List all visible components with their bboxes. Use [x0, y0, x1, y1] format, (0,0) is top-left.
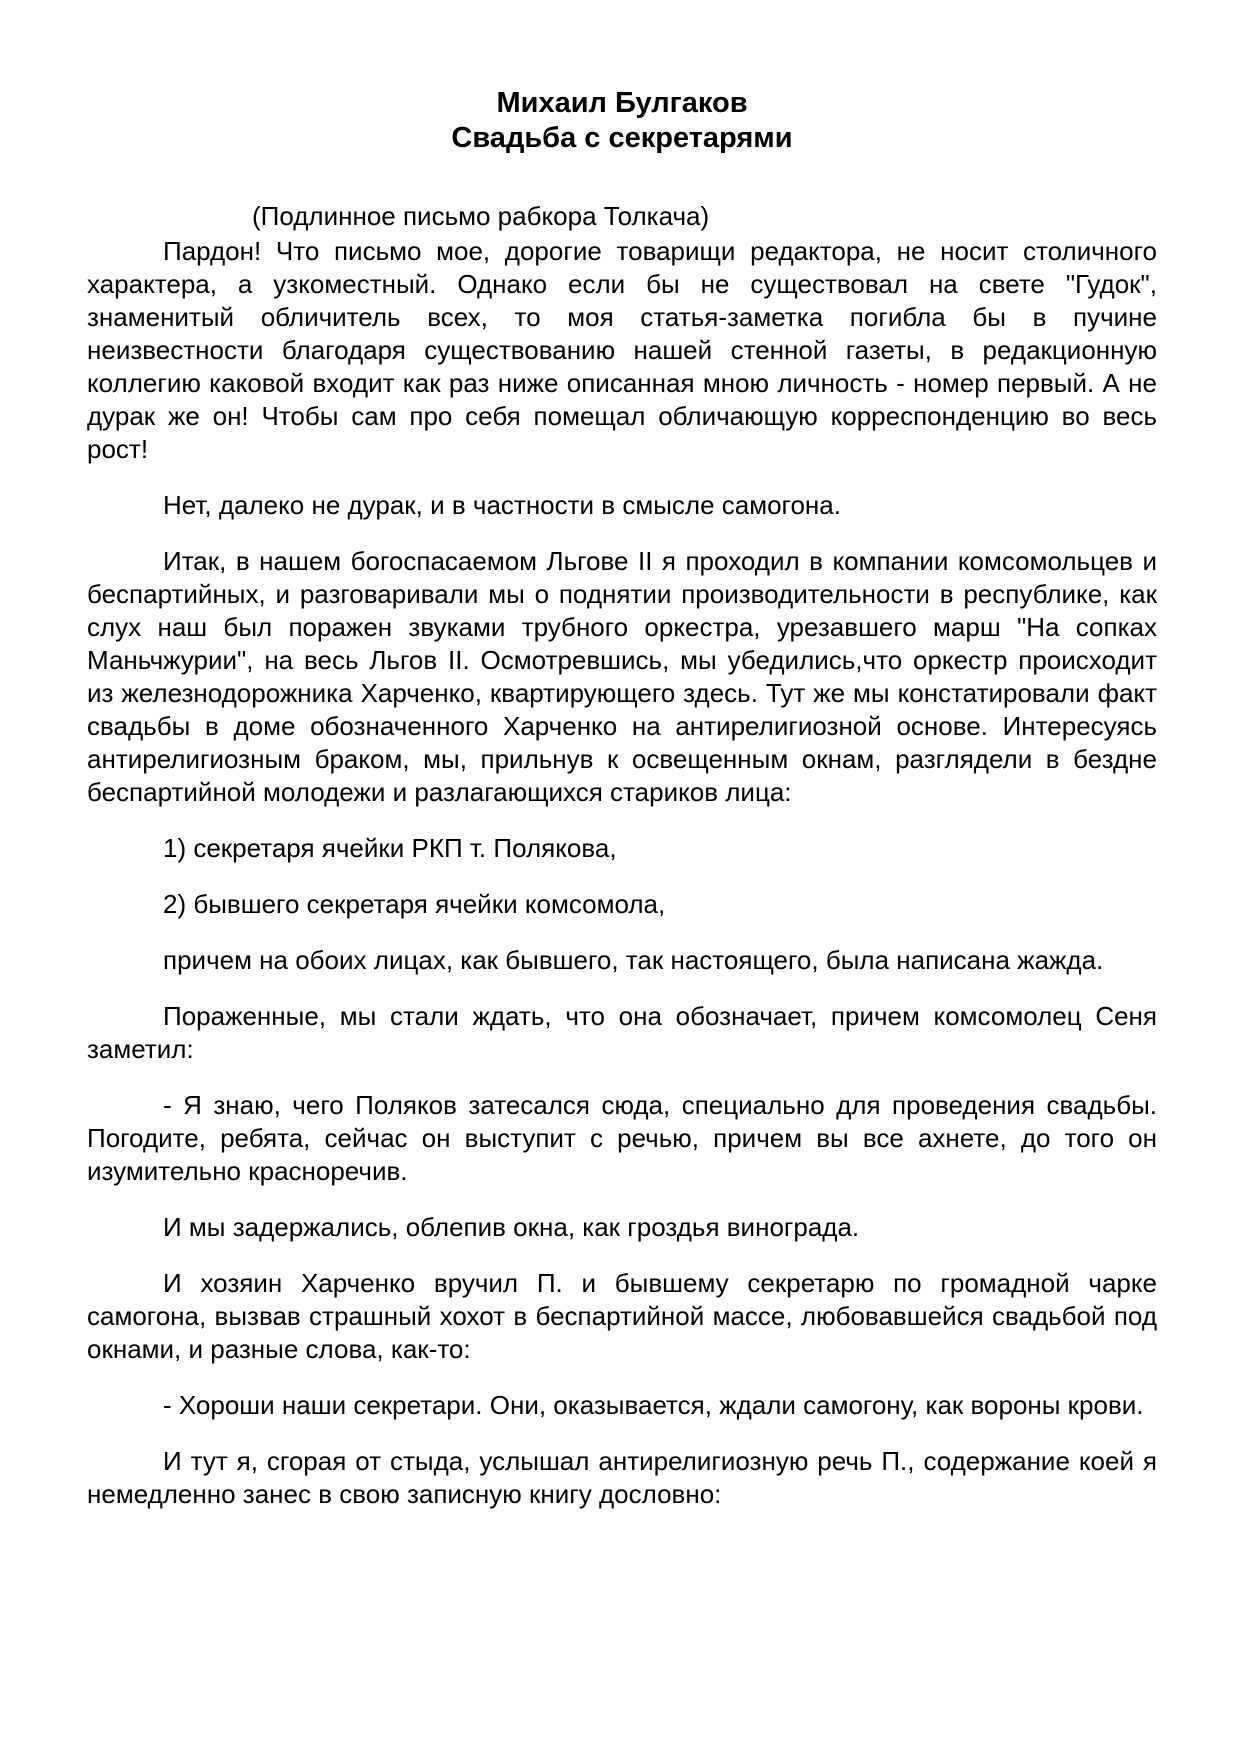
paragraph: причем на обоих лицах, как бывшего, так настоящего, была написана жажда. [163, 945, 1104, 975]
paragraph: Пардон! Что письмо мое, дорогие товарищи редактора, не носит столичного характера, а узкоместный. Однако если бы не существовал на свете "Гудок", знаменитый обличитель всех, то моя статья-заметка погибла бы в пучине неизвестности благодаря существованию нашей стенной газеты, в редакционную коллегию каковой входит как раз ниже описанная мною личность - номер первый. А не дурак же он! Чтобы сам про себя помещал обличающую корреспонденцию во весь рост! [87, 236, 1157, 464]
paragraph: Нет, далеко не дурак, и в частности в смысле самогона. [163, 490, 841, 520]
paragraph: Итак, в нашем богоспасаемом Льгове II я проходил в компании комсомольцев и беспартийных, и разговаривали мы о поднятии производительности в республике, как слух наш был поражен звуками трубного оркестра, урезавшего марш "На сопках Маньчжурии", на весь Льгов II. Осмотревшись, мы убедились,что оркестр происходит из железнодорожника Харченко, квартирующего здесь. Тут же мы констатировали факт свадьбы в доме обозначенного Харченко на антирелигиозной основе. Интересуясь антирелигиозным браком, мы, прильнув к освещенным окнам, разглядели в бездне беспартийной молодежи и разлагающихся стариков лица: [87, 546, 1157, 807]
paragraph: И хозяин Харченко вручил П. и бывшему секретарю по громадной чарке самогона, вызвав страшный хохот в беспартийной массе, любовавшейся свадьбой под окнами, и разные слова, как-то: [87, 1268, 1157, 1364]
story-title: Свадьба с секретарями [451, 122, 793, 154]
paragraph: - Хороши наши секретари. Они, оказывается, ждали самогону, как вороны крови. [163, 1390, 1144, 1420]
document-page [87, 86, 1157, 1534]
paragraph: Пораженные, мы стали ждать, что она обозначает, причем комсомолец Сеня заметил: [87, 1001, 1157, 1064]
story-subtitle: (Подлинное письмо рабкора Толкача) [252, 201, 710, 231]
paragraph: 2) бывшего секретаря ячейки комсомола, [163, 889, 666, 919]
paragraph: И тут я, сгорая от стыда, услышал антирелигиозную речь П., содержание коей я немедленно занес в свою записную книгу дословно: [87, 1446, 1157, 1509]
author-name: Михаил Булгаков [496, 87, 748, 119]
paragraph: И мы задержались, облепив окна, как гроздья винограда. [163, 1212, 860, 1242]
paragraph: 1) секретаря ячейки РКП т. Полякова, [163, 833, 617, 863]
paragraph: - Я знаю, чего Поляков затесался сюда, специально для проведения свадьбы. Погодите, ребята, сейчас он выступит с речью, причем вы все ахнете, до того он изумительно красноречив. [87, 1090, 1157, 1186]
